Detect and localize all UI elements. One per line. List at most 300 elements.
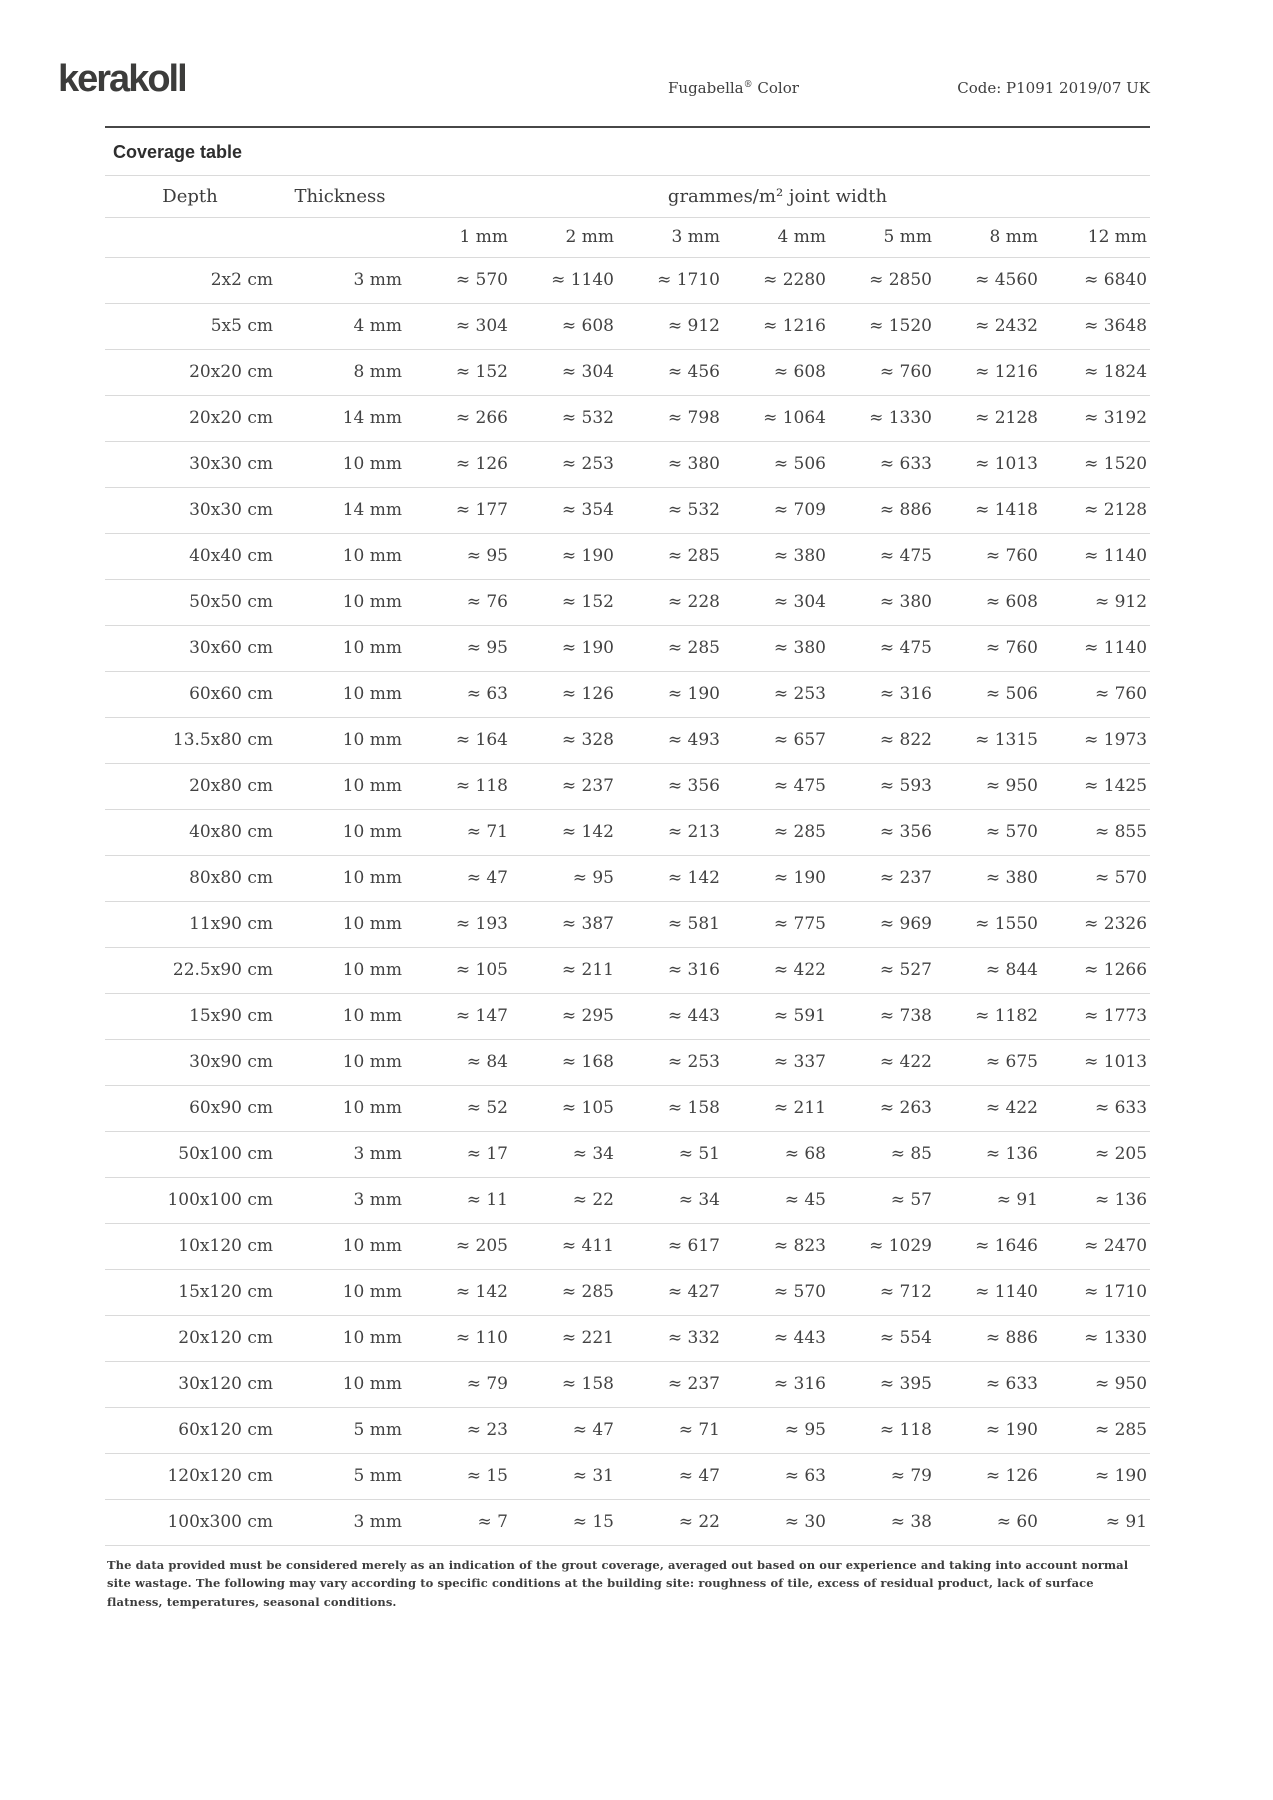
coverage-value-cell: ≈ 886 (879, 500, 932, 520)
coverage-value-cell: ≈ 456 (667, 362, 720, 382)
coverage-value-cell: ≈ 1140 (1084, 638, 1148, 658)
coverage-value-cell: ≈ 855 (1094, 822, 1148, 842)
coverage-value-cell: ≈ 105 (561, 1098, 614, 1118)
thickness-cell: 8 mm (353, 362, 402, 382)
thickness-cell: 5 mm (353, 1420, 402, 1440)
depth-cell: 60x120 cm (178, 1420, 273, 1440)
coverage-value-cell: ≈ 190 (773, 868, 826, 888)
joint-width-header-row (105, 217, 1150, 257)
document-product-title (668, 79, 799, 97)
thickness-cell: 10 mm (342, 1328, 402, 1348)
depth-cell: 15x90 cm (189, 1006, 273, 1026)
coverage-value-cell: ≈ 969 (879, 914, 932, 934)
coverage-value-cell: ≈ 51 (678, 1144, 720, 1164)
coverage-value-cell: ≈ 253 (773, 684, 826, 704)
coverage-value-cell: ≈ 285 (561, 1282, 614, 1302)
coverage-value-cell: ≈ 4560 (975, 270, 1038, 290)
coverage-value-cell: ≈ 118 (879, 1420, 932, 1440)
coverage-value-cell: ≈ 380 (773, 546, 826, 566)
coverage-value-cell: ≈ 422 (879, 1052, 932, 1072)
coverage-value-cell: ≈ 570 (773, 1282, 826, 1302)
coverage-value-cell: ≈ 47 (572, 1420, 614, 1440)
coverage-value-cell: ≈ 760 (985, 546, 1038, 566)
thickness-cell: 3 mm (353, 1144, 402, 1164)
coverage-value-cell: ≈ 110 (455, 1328, 508, 1348)
depth-cell: 30x30 cm (189, 454, 273, 474)
coverage-value-cell: ≈ 316 (773, 1374, 826, 1394)
table-row (105, 1039, 1150, 1085)
thickness-cell: 10 mm (342, 1282, 402, 1302)
coverage-value-cell: ≈ 304 (455, 316, 508, 336)
coverage-value-cell: ≈ 126 (561, 684, 614, 704)
coverage-value-cell: ≈ 387 (561, 914, 614, 934)
joint-width-header: 5 mm (883, 227, 932, 247)
coverage-value-cell: ≈ 142 (455, 1282, 508, 1302)
product-name: Fugabella (668, 79, 744, 97)
coverage-value-cell: ≈ 1550 (975, 914, 1038, 934)
table-row (105, 993, 1150, 1039)
depth-cell: 11x90 cm (189, 914, 273, 934)
depth-cell: 15x120 cm (178, 1282, 273, 1302)
coverage-value-cell: ≈ 158 (667, 1098, 720, 1118)
coverage-value-cell: ≈ 332 (667, 1328, 720, 1348)
depth-cell: 100x300 cm (167, 1512, 273, 1532)
depth-cell: 10x120 cm (178, 1236, 273, 1256)
table-row (105, 1223, 1150, 1269)
table-row (105, 1269, 1150, 1315)
coverage-footnote: The data provided must be considered merely as an indication of the grout coverage, averaged out based on our experience and taking into account normal site wastage. The following may vary according to specific conditions at the building site: roughness of tile, excess of residual product, lack of surface flatness, temperatures, seasonal conditions. (107, 1557, 1129, 1610)
coverage-value-cell: ≈ 1646 (975, 1236, 1038, 1256)
coverage-value-cell: ≈ 532 (561, 408, 614, 428)
registered-trademark-mark: ® (743, 80, 753, 90)
coverage-value-cell: ≈ 60 (996, 1512, 1038, 1532)
thickness-cell: 10 mm (342, 914, 402, 934)
coverage-value-cell: ≈ 581 (667, 914, 720, 934)
coverage-value-cell: ≈ 213 (667, 822, 720, 842)
coverage-value-cell: ≈ 608 (985, 592, 1038, 612)
table-row (105, 257, 1150, 303)
thickness-cell: 10 mm (342, 1052, 402, 1072)
coverage-value-cell: ≈ 136 (985, 1144, 1038, 1164)
coverage-value-cell: ≈ 532 (667, 500, 720, 520)
coverage-value-cell: ≈ 570 (985, 822, 1038, 842)
thickness-cell: 10 mm (342, 684, 402, 704)
coverage-value-cell: ≈ 76 (466, 592, 508, 612)
table-row (105, 579, 1150, 625)
depth-cell: 30x60 cm (189, 638, 273, 658)
depth-cell: 30x90 cm (189, 1052, 273, 1072)
coverage-value-cell: ≈ 263 (879, 1098, 932, 1118)
coverage-value-cell: ≈ 285 (667, 546, 720, 566)
coverage-value-cell: ≈ 1013 (975, 454, 1038, 474)
coverage-value-cell: ≈ 411 (561, 1236, 614, 1256)
coverage-value-cell: ≈ 443 (667, 1006, 720, 1026)
thickness-cell: 10 mm (342, 638, 402, 658)
coverage-value-cell: ≈ 63 (784, 1466, 826, 1486)
coverage-value-cell: ≈ 31 (572, 1466, 614, 1486)
coverage-value-cell: ≈ 593 (879, 776, 932, 796)
coverage-value-cell: ≈ 380 (879, 592, 932, 612)
empty-header-cell (275, 217, 405, 257)
coverage-value-cell: ≈ 304 (561, 362, 614, 382)
coverage-value-cell: ≈ 211 (773, 1098, 826, 1118)
coverage-value-cell: ≈ 7 (477, 1512, 508, 1532)
coverage-value-cell: ≈ 84 (466, 1052, 508, 1072)
coverage-value-cell: ≈ 253 (561, 454, 614, 474)
coverage-section (105, 126, 1150, 1612)
table-row (105, 625, 1150, 671)
coverage-value-cell: ≈ 266 (455, 408, 508, 428)
coverage-value-cell: ≈ 633 (879, 454, 932, 474)
coverage-table-body (105, 257, 1150, 1545)
coverage-value-cell: ≈ 1140 (1084, 546, 1148, 566)
coverage-value-cell: ≈ 158 (561, 1374, 614, 1394)
coverage-value-cell: ≈ 475 (879, 638, 932, 658)
kerakoll-logo: kerakoll (58, 58, 186, 100)
table-row (105, 901, 1150, 947)
coverage-value-cell: ≈ 164 (455, 730, 508, 750)
table-row (105, 1453, 1150, 1499)
coverage-value-cell: ≈ 47 (678, 1466, 720, 1486)
depth-cell: 20x20 cm (189, 408, 273, 428)
coverage-value-cell: ≈ 1425 (1084, 776, 1148, 796)
coverage-value-cell: ≈ 475 (879, 546, 932, 566)
coverage-value-cell: ≈ 304 (773, 592, 826, 612)
coverage-value-cell: ≈ 760 (985, 638, 1038, 658)
joint-width-header: 12 mm (1087, 227, 1148, 247)
joint-width-header: 3 mm (671, 227, 720, 247)
coverage-value-cell: ≈ 356 (879, 822, 932, 842)
coverage-value-cell: ≈ 15 (572, 1512, 614, 1532)
thickness-cell: 3 mm (353, 1190, 402, 1210)
coverage-value-cell: ≈ 142 (667, 868, 720, 888)
coverage-value-cell: ≈ 337 (773, 1052, 826, 1072)
depth-cell: 60x60 cm (189, 684, 273, 704)
table-row (105, 395, 1150, 441)
depth-column-header: Depth (162, 185, 218, 207)
coverage-value-cell: ≈ 285 (773, 822, 826, 842)
coverage-value-cell: ≈ 1064 (763, 408, 826, 428)
coverage-value-cell: ≈ 71 (678, 1420, 720, 1440)
coverage-value-cell: ≈ 2280 (763, 270, 826, 290)
thickness-cell: 3 mm (353, 270, 402, 290)
coverage-value-cell: ≈ 85 (890, 1144, 932, 1164)
thickness-cell: 10 mm (342, 1374, 402, 1394)
product-suffix: Color (752, 79, 799, 97)
coverage-value-cell: ≈ 1266 (1084, 960, 1148, 980)
coverage-value-cell: ≈ 3648 (1084, 316, 1148, 336)
table-row (105, 1315, 1150, 1361)
coverage-value-cell: ≈ 380 (985, 868, 1038, 888)
coverage-value-cell: ≈ 190 (667, 684, 720, 704)
coverage-value-cell: ≈ 190 (561, 546, 614, 566)
depth-cell: 30x120 cm (178, 1374, 273, 1394)
coverage-value-cell: ≈ 142 (561, 822, 614, 842)
table-row (105, 763, 1150, 809)
coverage-value-cell: ≈ 205 (1094, 1144, 1148, 1164)
thickness-cell: 10 mm (342, 868, 402, 888)
thickness-cell: 10 mm (342, 776, 402, 796)
depth-cell: 5x5 cm (210, 316, 273, 336)
coverage-value-cell: ≈ 3192 (1084, 408, 1148, 428)
depth-cell: 100x100 cm (167, 1190, 273, 1210)
table-row (105, 441, 1150, 487)
joint-width-header: 4 mm (777, 227, 826, 247)
coverage-value-cell: ≈ 285 (1094, 1420, 1148, 1440)
coverage-value-cell: ≈ 22 (678, 1512, 720, 1532)
coverage-value-cell: ≈ 591 (773, 1006, 826, 1026)
coverage-value-cell: ≈ 709 (773, 500, 826, 520)
grammes-group-header: grammes/m² joint width (667, 185, 888, 207)
coverage-value-cell: ≈ 328 (561, 730, 614, 750)
coverage-value-cell: ≈ 95 (572, 868, 614, 888)
coverage-value-cell: ≈ 57 (890, 1190, 932, 1210)
coverage-value-cell: ≈ 71 (466, 822, 508, 842)
coverage-value-cell: ≈ 2128 (1084, 500, 1148, 520)
coverage-value-cell: ≈ 52 (466, 1098, 508, 1118)
coverage-value-cell: ≈ 950 (1094, 1374, 1148, 1394)
coverage-value-cell: ≈ 608 (561, 316, 614, 336)
table-row (105, 947, 1150, 993)
coverage-value-cell: ≈ 775 (773, 914, 826, 934)
coverage-value-cell: ≈ 1520 (869, 316, 932, 336)
coverage-value-cell: ≈ 912 (667, 316, 720, 336)
coverage-value-cell: ≈ 506 (985, 684, 1038, 704)
joint-width-header: 8 mm (989, 227, 1038, 247)
thickness-cell: 10 mm (342, 1006, 402, 1026)
coverage-value-cell: ≈ 285 (667, 638, 720, 658)
coverage-value-cell: ≈ 237 (561, 776, 614, 796)
thickness-cell: 10 mm (342, 592, 402, 612)
coverage-value-cell: ≈ 95 (784, 1420, 826, 1440)
depth-cell: 30x30 cm (189, 500, 273, 520)
coverage-value-cell: ≈ 1140 (975, 1282, 1038, 1302)
depth-cell: 50x50 cm (189, 592, 273, 612)
coverage-value-cell: ≈ 1710 (657, 270, 720, 290)
depth-cell: 22.5x90 cm (172, 960, 273, 980)
table-row (105, 349, 1150, 395)
thickness-cell: 10 mm (342, 822, 402, 842)
coverage-value-cell: ≈ 527 (879, 960, 932, 980)
coverage-value-cell: ≈ 570 (1094, 868, 1148, 888)
coverage-value-cell: ≈ 47 (466, 868, 508, 888)
coverage-value-cell: ≈ 886 (985, 1328, 1038, 1348)
table-row (105, 303, 1150, 349)
coverage-value-cell: ≈ 356 (667, 776, 720, 796)
coverage-value-cell: ≈ 205 (455, 1236, 508, 1256)
coverage-value-cell: ≈ 1773 (1084, 1006, 1148, 1026)
coverage-value-cell: ≈ 712 (879, 1282, 932, 1302)
coverage-value-cell: ≈ 1418 (975, 500, 1038, 520)
coverage-value-cell: ≈ 190 (1094, 1466, 1148, 1486)
depth-cell: 13.5x80 cm (172, 730, 273, 750)
table-row (105, 809, 1150, 855)
coverage-value-cell: ≈ 152 (561, 592, 614, 612)
coverage-value-cell: ≈ 237 (667, 1374, 720, 1394)
document-code: Code: P1091 2019/07 UK (957, 79, 1150, 97)
thickness-column-header: Thickness (294, 185, 386, 207)
coverage-value-cell: ≈ 2326 (1084, 914, 1148, 934)
table-row (105, 717, 1150, 763)
coverage-value-cell: ≈ 30 (784, 1512, 826, 1532)
coverage-value-cell: ≈ 79 (466, 1374, 508, 1394)
coverage-value-cell: ≈ 1013 (1084, 1052, 1148, 1072)
coverage-value-cell: ≈ 15 (466, 1466, 508, 1486)
coverage-value-cell: ≈ 23 (466, 1420, 508, 1440)
coverage-value-cell: ≈ 822 (879, 730, 932, 750)
depth-cell: 80x80 cm (189, 868, 273, 888)
coverage-value-cell: ≈ 126 (985, 1466, 1038, 1486)
coverage-value-cell: ≈ 152 (455, 362, 508, 382)
coverage-table-title: Coverage table (105, 128, 1150, 176)
coverage-value-cell: ≈ 844 (985, 960, 1038, 980)
coverage-value-cell: ≈ 38 (890, 1512, 932, 1532)
coverage-value-cell: ≈ 617 (667, 1236, 720, 1256)
coverage-value-cell: ≈ 221 (561, 1328, 614, 1348)
table-row (105, 1177, 1150, 1223)
coverage-value-cell: ≈ 91 (1105, 1512, 1148, 1532)
coverage-value-cell: ≈ 22 (572, 1190, 614, 1210)
table-row (105, 671, 1150, 717)
coverage-value-cell: ≈ 190 (985, 1420, 1038, 1440)
coverage-value-cell: ≈ 633 (985, 1374, 1038, 1394)
coverage-value-cell: ≈ 118 (455, 776, 508, 796)
depth-cell: 60x90 cm (189, 1098, 273, 1118)
table-row (105, 1407, 1150, 1453)
coverage-value-cell: ≈ 554 (879, 1328, 932, 1348)
coverage-value-cell: ≈ 91 (996, 1190, 1038, 1210)
table-row (105, 533, 1150, 579)
coverage-value-cell: ≈ 193 (455, 914, 508, 934)
depth-cell: 50x100 cm (178, 1144, 273, 1164)
coverage-value-cell: ≈ 1216 (763, 316, 826, 336)
coverage-value-cell: ≈ 126 (455, 454, 508, 474)
coverage-value-cell: ≈ 422 (773, 960, 826, 980)
coverage-value-cell: ≈ 1710 (1084, 1282, 1148, 1302)
coverage-value-cell: ≈ 2850 (869, 270, 932, 290)
coverage-value-cell: ≈ 211 (561, 960, 614, 980)
thickness-cell: 10 mm (342, 1098, 402, 1118)
coverage-value-cell: ≈ 237 (879, 868, 932, 888)
coverage-value-cell: ≈ 95 (466, 638, 508, 658)
coverage-value-cell: ≈ 136 (1094, 1190, 1148, 1210)
coverage-value-cell: ≈ 1520 (1084, 454, 1148, 474)
coverage-value-cell: ≈ 1330 (869, 408, 932, 428)
coverage-value-cell: ≈ 950 (985, 776, 1038, 796)
coverage-value-cell: ≈ 2128 (975, 408, 1038, 428)
coverage-value-cell: ≈ 253 (667, 1052, 720, 1072)
coverage-value-cell: ≈ 380 (773, 638, 826, 658)
coverage-value-cell: ≈ 168 (561, 1052, 614, 1072)
depth-cell: 20x20 cm (189, 362, 273, 382)
thickness-cell: 10 mm (342, 454, 402, 474)
coverage-value-cell: ≈ 34 (678, 1190, 720, 1210)
thickness-cell: 10 mm (342, 1236, 402, 1256)
coverage-value-cell: ≈ 912 (1094, 592, 1148, 612)
coverage-value-cell: ≈ 2432 (975, 316, 1038, 336)
coverage-value-cell: ≈ 395 (879, 1374, 932, 1394)
table-group-header-row (105, 176, 1150, 217)
depth-cell: 2x2 cm (210, 270, 273, 290)
coverage-value-cell: ≈ 427 (667, 1282, 720, 1302)
coverage-value-cell: ≈ 570 (455, 270, 508, 290)
coverage-value-cell: ≈ 493 (667, 730, 720, 750)
coverage-value-cell: ≈ 760 (879, 362, 932, 382)
coverage-value-cell: ≈ 63 (466, 684, 508, 704)
coverage-value-cell: ≈ 79 (890, 1466, 932, 1486)
coverage-value-cell: ≈ 1140 (551, 270, 614, 290)
coverage-value-cell: ≈ 147 (455, 1006, 508, 1026)
thickness-cell: 4 mm (353, 316, 402, 336)
coverage-value-cell: ≈ 633 (1094, 1098, 1148, 1118)
coverage-value-cell: ≈ 1182 (975, 1006, 1038, 1026)
thickness-cell: 10 mm (342, 546, 402, 566)
coverage-value-cell: ≈ 1330 (1084, 1328, 1148, 1348)
coverage-value-cell: ≈ 295 (561, 1006, 614, 1026)
thickness-cell: 14 mm (342, 500, 402, 520)
coverage-value-cell: ≈ 380 (667, 454, 720, 474)
table-row (105, 1361, 1150, 1407)
coverage-value-cell: ≈ 68 (784, 1144, 826, 1164)
depth-cell: 40x80 cm (189, 822, 273, 842)
coverage-value-cell: ≈ 228 (667, 592, 720, 612)
coverage-value-cell: ≈ 316 (667, 960, 720, 980)
coverage-value-cell: ≈ 422 (985, 1098, 1038, 1118)
table-row (105, 487, 1150, 533)
coverage-value-cell: ≈ 6840 (1084, 270, 1148, 290)
table-row (105, 1499, 1150, 1545)
coverage-value-cell: ≈ 1824 (1084, 362, 1148, 382)
depth-cell: 120x120 cm (167, 1466, 273, 1486)
table-row (105, 1085, 1150, 1131)
thickness-cell: 3 mm (353, 1512, 402, 1532)
coverage-value-cell: ≈ 443 (773, 1328, 826, 1348)
coverage-value-cell: ≈ 1973 (1084, 730, 1148, 750)
coverage-value-cell: ≈ 177 (455, 500, 508, 520)
coverage-value-cell: ≈ 608 (773, 362, 826, 382)
coverage-value-cell: ≈ 675 (985, 1052, 1038, 1072)
empty-header-cell (105, 217, 275, 257)
thickness-cell: 10 mm (342, 960, 402, 980)
joint-width-header: 1 mm (459, 227, 508, 247)
thickness-cell: 14 mm (342, 408, 402, 428)
coverage-value-cell: ≈ 17 (466, 1144, 508, 1164)
thickness-cell: 10 mm (342, 730, 402, 750)
coverage-value-cell: ≈ 11 (466, 1190, 508, 1210)
coverage-value-cell: ≈ 823 (773, 1236, 826, 1256)
coverage-value-cell: ≈ 506 (773, 454, 826, 474)
coverage-value-cell: ≈ 2470 (1084, 1236, 1148, 1256)
coverage-value-cell: ≈ 105 (455, 960, 508, 980)
depth-cell: 20x120 cm (178, 1328, 273, 1348)
coverage-value-cell: ≈ 1029 (869, 1236, 932, 1256)
depth-cell: 20x80 cm (189, 776, 273, 796)
coverage-value-cell: ≈ 45 (784, 1190, 826, 1210)
coverage-value-cell: ≈ 798 (667, 408, 720, 428)
coverage-value-cell: ≈ 316 (879, 684, 932, 704)
table-row (105, 1131, 1150, 1177)
coverage-value-cell: ≈ 1315 (975, 730, 1038, 750)
coverage-value-cell: ≈ 657 (773, 730, 826, 750)
coverage-value-cell: ≈ 34 (572, 1144, 614, 1164)
coverage-value-cell: ≈ 354 (561, 500, 614, 520)
coverage-value-cell: ≈ 1216 (975, 362, 1038, 382)
coverage-value-cell: ≈ 738 (879, 1006, 932, 1026)
table-row (105, 855, 1150, 901)
coverage-value-cell: ≈ 475 (773, 776, 826, 796)
depth-cell: 40x40 cm (189, 546, 273, 566)
thickness-cell: 5 mm (353, 1466, 402, 1486)
